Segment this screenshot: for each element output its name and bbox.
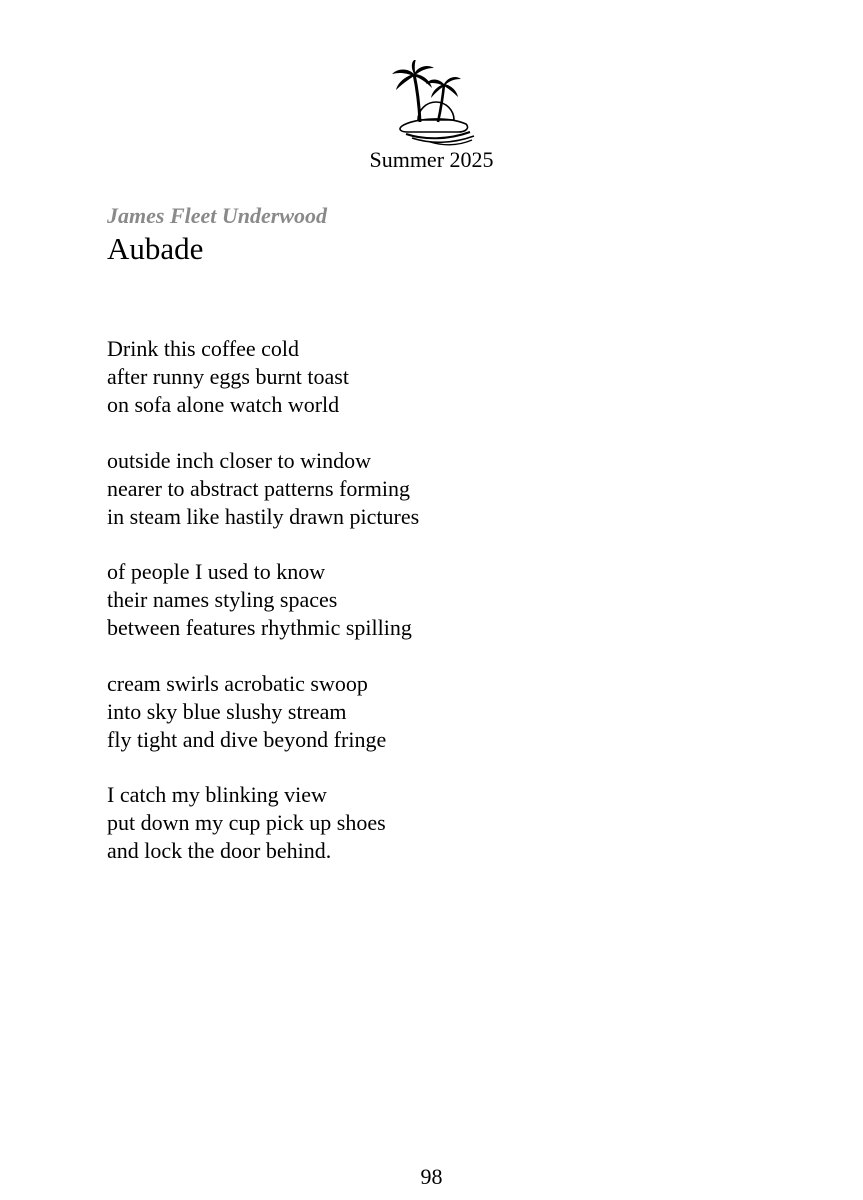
poem-line: of people I used to know bbox=[107, 559, 326, 584]
poem-line: after runny eggs burnt toast bbox=[107, 364, 349, 389]
poem-line: on sofa alone watch world bbox=[107, 392, 340, 417]
stanza bbox=[107, 781, 807, 865]
poem-line: into sky blue slushy stream bbox=[107, 698, 347, 724]
poem-line: cream swirls acrobatic swoop bbox=[107, 670, 368, 696]
poem-line: between features rhythmic spilling bbox=[107, 615, 412, 640]
stanza bbox=[107, 670, 807, 754]
stanza bbox=[107, 335, 807, 419]
issue-text: Summer 2025 bbox=[369, 147, 494, 172]
stanza bbox=[107, 558, 807, 642]
poem-body bbox=[107, 335, 807, 893]
header-logo bbox=[386, 60, 478, 150]
poem-line: outside inch closer to window bbox=[107, 447, 371, 473]
poem-line: their names styling spaces bbox=[107, 587, 338, 612]
poem-line: nearer to abstract patterns forming bbox=[107, 475, 410, 501]
poem-line: put down my cup pick up shoes bbox=[107, 810, 386, 835]
poem-line: and lock the door behind. bbox=[107, 838, 332, 863]
poem-line: I catch my blinking view bbox=[107, 782, 327, 807]
issue-label bbox=[0, 146, 863, 174]
poem-line: in steam like hastily drawn pictures bbox=[107, 503, 420, 529]
palm-island-icon bbox=[386, 60, 478, 150]
poem-author: James Fleet Underwood bbox=[107, 203, 327, 228]
poem-line: Drink this coffee cold bbox=[107, 336, 300, 361]
poem-line: fly tight and dive beyond fringe bbox=[107, 726, 387, 752]
stanza bbox=[107, 447, 807, 531]
page-number: 98 bbox=[420, 1164, 443, 1189]
poem-title: Aubade bbox=[107, 231, 204, 266]
